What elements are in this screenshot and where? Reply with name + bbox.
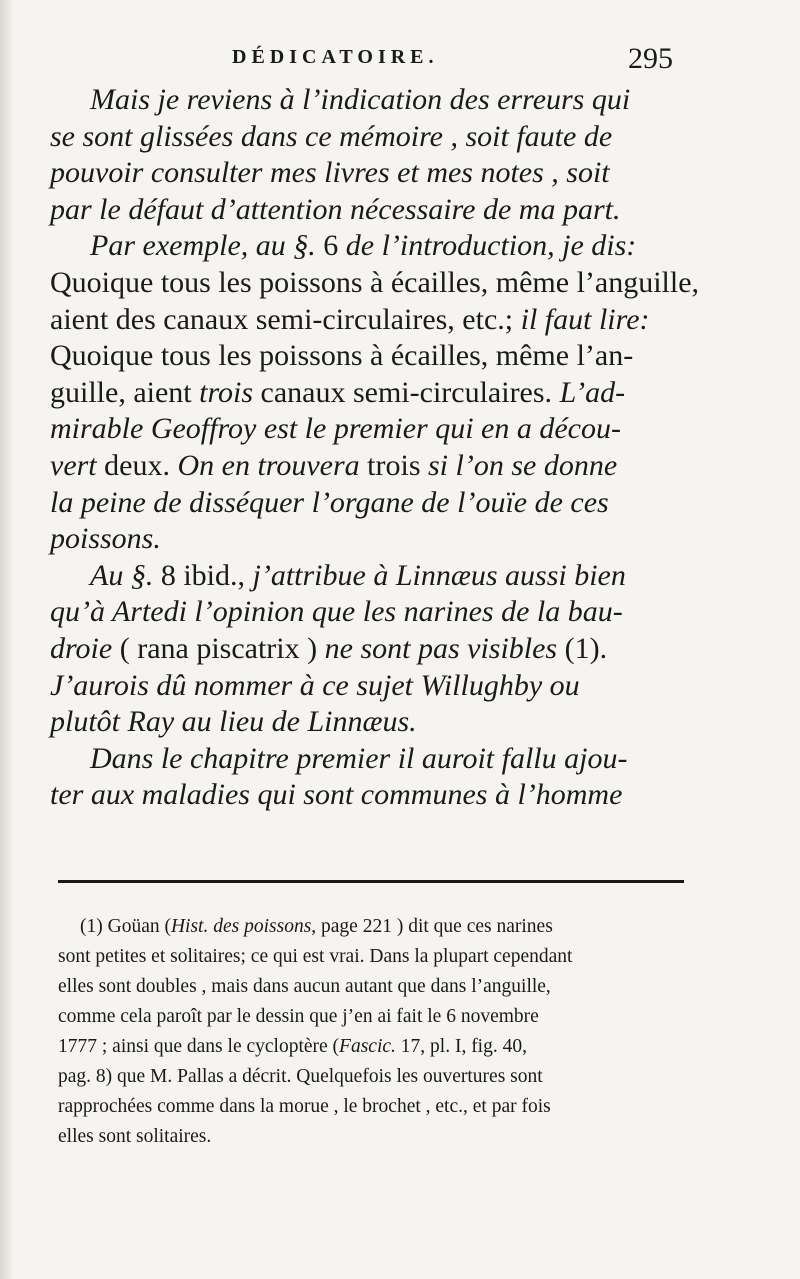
roman-text: rapprochées comme dans la morue , le brochet , etc., et par fois — [58, 1096, 551, 1117]
italic-text: il faut lire: — [520, 302, 650, 336]
italic-text: Par exemple, au §. — [90, 229, 324, 263]
footnote — [58, 912, 688, 1152]
page-number: 295 — [628, 42, 673, 75]
italic-text: On en trouvera — [177, 448, 360, 482]
body_lines-line — [50, 448, 682, 485]
roman-text: , page 221 ) dit que ces narines — [311, 916, 553, 937]
italic-text: Dans le chapitre premier il auroit fallu ajou- — [90, 741, 628, 775]
italic-text: Fascic. — [339, 1036, 396, 1057]
italic-text: se sont glissées dans ce mémoire , soit faute de — [50, 119, 613, 153]
italic-text: J’aurois dû nommer à ce sujet Willughby ou — [50, 668, 580, 702]
roman-text: canaux semi-circulaires. — [253, 375, 560, 409]
roman-text: guille, aient — [50, 375, 200, 409]
body_lines-line — [50, 704, 682, 741]
roman-text: 1777 ; ainsi que dans le cycloptère ( — [58, 1036, 340, 1057]
body_lines-line — [50, 228, 682, 265]
italic-text: si l’on se donne — [428, 448, 618, 482]
italic-text: ne sont pas visibles — [324, 631, 558, 665]
body_lines-line — [50, 338, 682, 375]
italic-text: ter aux maladies qui sont communes à l’homme — [50, 778, 623, 812]
body_lines-line — [50, 594, 682, 631]
footnote_lines-line — [58, 1062, 688, 1092]
body_lines-line — [50, 119, 682, 156]
roman-text: elles sont solitaires. — [58, 1126, 212, 1147]
body_lines-line — [50, 485, 682, 522]
running-title: DÉDICATOIRE. — [232, 46, 439, 68]
italic-text: droie — [50, 631, 113, 665]
roman-text: Quoique tous les poissons à écailles, même l’anguille, — [50, 265, 700, 299]
body_lines-line — [50, 155, 682, 192]
body_lines-line — [50, 265, 700, 302]
footnote_lines-line — [58, 972, 688, 1002]
footnote_lines-line — [58, 1032, 688, 1062]
roman-text: deux. — [96, 448, 178, 482]
main-text — [50, 82, 700, 814]
body_lines-line — [50, 777, 682, 814]
roman-text: (1). — [557, 631, 608, 665]
body_lines-line — [50, 82, 682, 119]
italic-text: mirable Geoffroy est le premier qui en a décou- — [50, 412, 621, 446]
roman-text: elles sont doubles , mais dans aucun autant que dans l’anguille, — [58, 976, 551, 997]
body_lines-line — [50, 668, 682, 705]
body_lines-line — [50, 631, 682, 668]
page-gutter-shadow — [0, 0, 14, 1279]
roman-text: 8 ibid., — [160, 558, 253, 592]
body_lines-line — [50, 558, 682, 595]
roman-text: trois — [359, 448, 428, 482]
italic-text: Hist. des poissons — [170, 916, 312, 937]
italic-text: j’attribue à Linnæus aussi bien — [252, 558, 626, 592]
footnote_lines-line — [58, 912, 688, 942]
footnote_lines-line — [58, 1002, 688, 1032]
body_lines-line — [50, 741, 682, 778]
roman-text: aient des canaux semi-circulaires, etc.; — [50, 302, 521, 336]
roman-text: 17, pl. I, fig. 40, — [395, 1036, 527, 1057]
body_lines-line — [50, 302, 682, 339]
italic-text: Au §. — [90, 558, 161, 592]
footnote_lines-line — [58, 1092, 688, 1122]
body_lines-line — [50, 375, 682, 412]
italic-text: Mais je reviens à l’indication des erreurs qui — [90, 83, 631, 116]
italic-text: plutôt Ray au lieu de Linnæus. — [50, 705, 417, 739]
roman-text: ( rana piscatrix ) — [112, 631, 325, 665]
italic-text: L’ad- — [559, 375, 626, 409]
italic-text: pouvoir consulter mes livres et mes notes , soit — [50, 156, 610, 190]
page-header — [0, 42, 800, 82]
italic-text: trois — [199, 375, 254, 409]
body_lines-line — [50, 411, 682, 448]
italic-text: la peine de disséquer l’organe de l’ouïe de ces — [50, 485, 609, 519]
roman-text: sont petites et solitaires; ce qui est vrai. Dans la plupart cependant — [58, 946, 573, 967]
footnote_lines-line — [58, 1122, 688, 1152]
italic-text: poissons. — [50, 522, 161, 556]
footnote-separator — [58, 880, 684, 883]
italic-text: vert — [50, 448, 97, 482]
italic-text: de l’introduction, je dis: — [345, 229, 637, 263]
roman-text: pag. 8) que M. Pallas a décrit. Quelquefois les ouvertures sont — [58, 1066, 543, 1087]
roman-text: 6 — [323, 229, 346, 263]
italic-text: qu’à Artedi l’opinion que les narines de la bau- — [50, 595, 623, 629]
body_lines-line — [50, 521, 682, 558]
body_lines-line — [50, 192, 682, 229]
italic-text: par le défaut d’attention nécessaire de ma part. — [50, 192, 621, 226]
footnote_lines-line — [58, 942, 688, 972]
roman-text: comme cela paroît par le dessin que j’en ai fait le 6 novembre — [58, 1006, 539, 1027]
roman-text: (1) Goüan ( — [80, 916, 171, 937]
roman-text: Quoique tous les poissons à écailles, même l’an- — [50, 339, 634, 373]
